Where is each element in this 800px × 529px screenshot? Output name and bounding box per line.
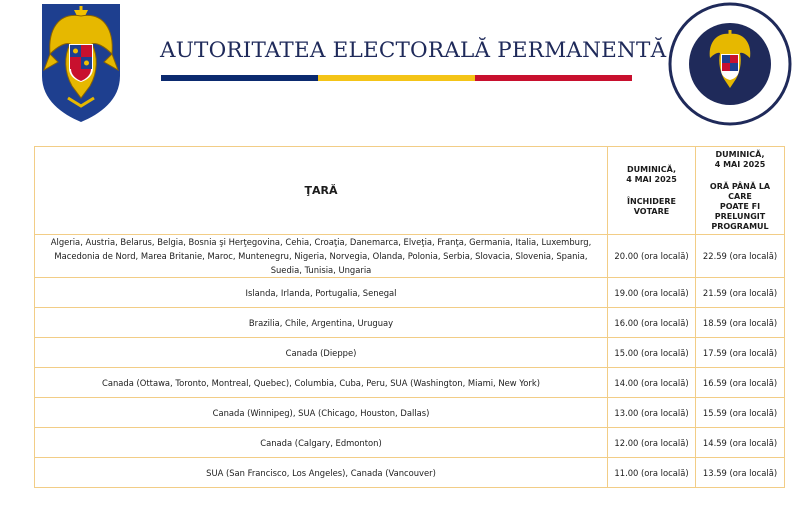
closing-time-cell: 14.00 (ora locală): [608, 368, 696, 398]
closing-time-cell: 19.00 (ora locală): [608, 278, 696, 308]
extension-time-cell: 17.59 (ora locală): [696, 338, 785, 368]
extension-time-cell: 22.59 (ora locală): [696, 235, 785, 278]
extension-date: DUMINICĂ, 4 MAI 2025: [714, 149, 766, 169]
countries-cell: Canada (Ottawa, Toronto, Montreal, Quebec), Columbia, Cuba, Peru, SUA (Washington, Miami, New York): [35, 368, 608, 398]
table-row: [35, 368, 785, 398]
closing-time-cell: 15.00 (ora locală): [608, 338, 696, 368]
page-title: AUTORITATEA ELECTORALĂ PERMANENTĂ: [160, 38, 667, 63]
table-row: [35, 428, 785, 458]
closing-time-cell: 12.00 (ora locală): [608, 428, 696, 458]
countries-cell: Canada (Dieppe): [35, 338, 608, 368]
table-row: [35, 458, 785, 488]
table-row: [35, 278, 785, 308]
extension-time-cell: 15.59 (ora locală): [696, 398, 785, 428]
romania-coat-of-arms-icon: [38, 2, 124, 124]
closing-time-cell: 16.00 (ora locală): [608, 308, 696, 338]
table-row: [35, 308, 785, 338]
electoral-authority-seal-icon: [668, 2, 792, 126]
countries-cell: Brazilia, Chile, Argentina, Uruguay: [35, 308, 608, 338]
column-header-extension: [696, 147, 785, 235]
closing-time-cell: 11.00 (ora locală): [608, 458, 696, 488]
table-row: [35, 338, 785, 368]
extension-time-cell: 14.59 (ora locală): [696, 428, 785, 458]
closing-date: DUMINICĂ, 4 MAI 2025: [626, 164, 677, 184]
extension-time-cell: 21.59 (ora locală): [696, 278, 785, 308]
countries-cell: Canada (Calgary, Edmonton): [35, 428, 608, 458]
extension-label: ORĂ PÂNĂ LA CARE POATE FI PRELUNGIT PROGRAMUL: [709, 181, 771, 231]
column-header-closing: [608, 147, 696, 235]
closing-time-cell: 20.00 (ora locală): [608, 235, 696, 278]
table-row: [35, 235, 785, 278]
countries-cell: Islanda, Irlanda, Portugalia, Senegal: [35, 278, 608, 308]
countries-cell: Canada (Winnipeg), SUA (Chicago, Houston, Dallas): [35, 398, 608, 428]
closing-time-cell: 13.00 (ora locală): [608, 398, 696, 428]
extension-time-cell: 13.59 (ora locală): [696, 458, 785, 488]
closing-label: ÎNCHIDERE VOTARE: [627, 196, 676, 216]
column-header-country: ŢARĂ: [35, 147, 608, 235]
countries-cell: SUA (San Francisco, Los Angeles), Canada (Vancouver): [35, 458, 608, 488]
voting-hours-table: [34, 146, 785, 488]
table-row: [35, 398, 785, 428]
countries-cell: Algeria, Austria, Belarus, Belgia, Bosnia şi Herţegovina, Cehia, Croaţia, Danemarca, Elveţia, Franţa, Germania, Italia, Luxemburg, Macedonia de Nord, Marea Britanie, Maroc, Muntenegru, Nigeria, Norvegia, Olanda, Polonia, Serbia, Slovacia, Slovenia, Spania, Suedia, Tunisia, Ungaria: [35, 235, 608, 278]
table-header-row: [35, 147, 785, 235]
tricolor-divider: [161, 75, 632, 81]
extension-time-cell: 18.59 (ora locală): [696, 308, 785, 338]
extension-time-cell: 16.59 (ora locală): [696, 368, 785, 398]
